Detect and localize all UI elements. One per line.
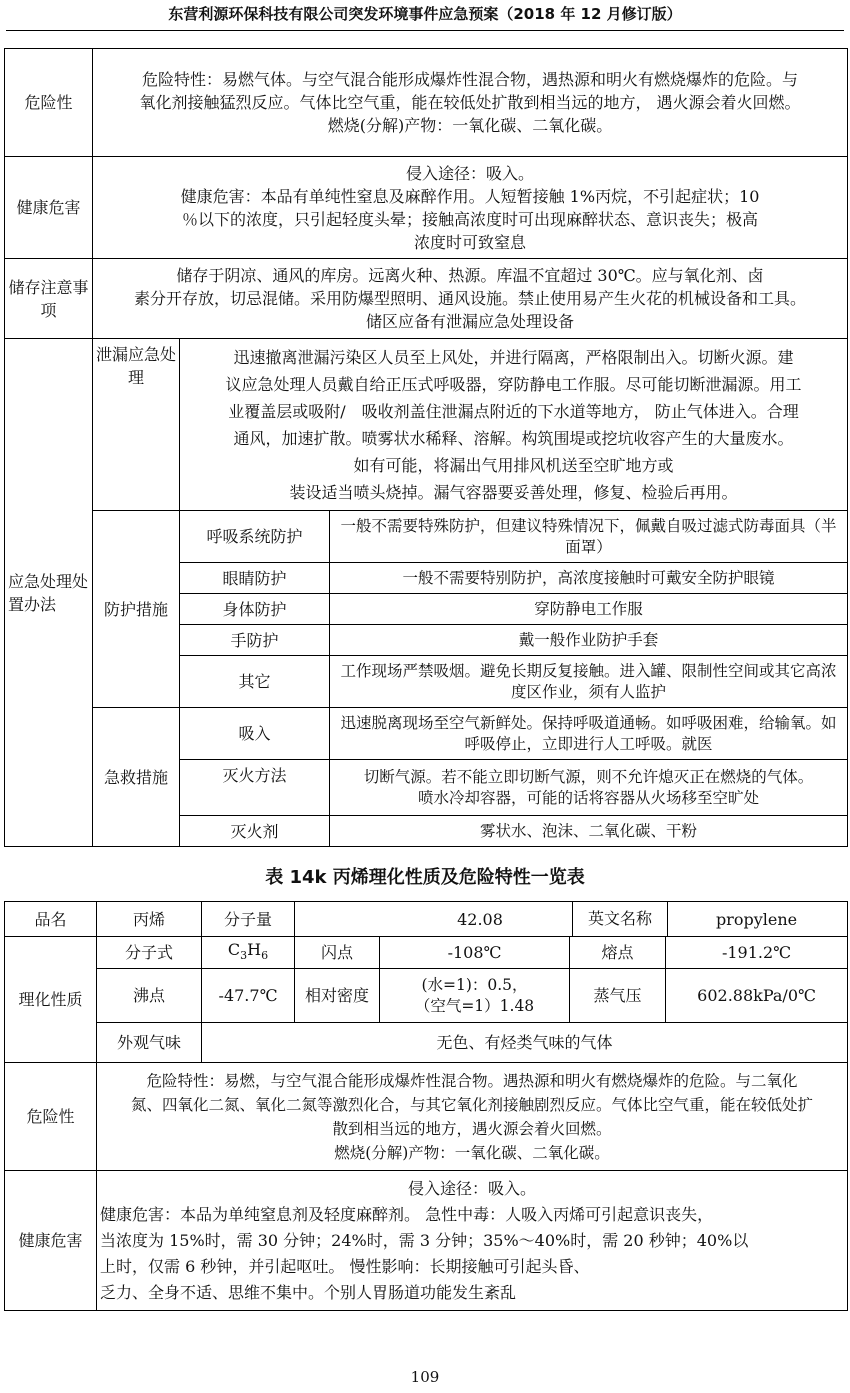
flash-label: 闪点 bbox=[295, 937, 380, 969]
firstaid-item-value: 雾状水、泡沫、二氧化碳、干粉 bbox=[330, 816, 848, 847]
hazard2-row bbox=[5, 1063, 848, 1171]
formula-label: 分子式 bbox=[97, 937, 202, 969]
hazard-row bbox=[5, 49, 848, 157]
firstaid-item-name: 吸入 bbox=[180, 708, 330, 760]
protection-item-value: 戴一般作业防护手套 bbox=[330, 625, 848, 656]
leak-label: 泄漏应急处理 bbox=[93, 339, 180, 511]
density-value bbox=[380, 969, 570, 1023]
en-label: 英文名称 bbox=[572, 902, 668, 936]
health-text bbox=[93, 157, 848, 259]
header-divider bbox=[6, 30, 844, 31]
melt-label: 熔点 bbox=[570, 937, 666, 969]
phys-label: 理化性质 bbox=[5, 937, 97, 1063]
storage-text bbox=[93, 259, 848, 339]
boil-row bbox=[5, 969, 848, 1023]
mw-label: 分子量 bbox=[202, 902, 295, 937]
leak-row bbox=[5, 339, 848, 511]
storage-line: 储区应备有泄漏应急处理设备 bbox=[366, 312, 575, 331]
leak-line: 迅速撤离泄漏污染区人员至上风处，并进行隔离，严格限制出入。切断火源。建 bbox=[233, 347, 794, 367]
hazard2-line: 燃烧(分解)产物：一氧化碳、二氧化碳。 bbox=[334, 1143, 610, 1162]
health2-line: 乏力、全身不适、思维不集中。个别人胃肠道功能发生紊乱 bbox=[100, 1282, 517, 1302]
leak-line: 通风，加速扩散。喷雾状水稀释、溶解。构筑围堤或挖坑收容产生的大量废水。 bbox=[233, 428, 794, 448]
firstaid-row bbox=[5, 708, 848, 760]
protection-item-value: 一般不需要特别防护，高浓度接触时可戴安全防护眼镜 bbox=[330, 563, 848, 594]
appearance-label: 外观气味 bbox=[97, 1023, 202, 1063]
protection-item-name: 手防护 bbox=[180, 625, 330, 656]
hazard-line: 危险特性：易燃气体。与空气混合能形成爆炸性混合物，遇热源和明火有燃烧爆炸的危险。与 bbox=[142, 70, 799, 89]
health2-text bbox=[97, 1171, 848, 1311]
en-value: propylene bbox=[666, 902, 848, 937]
appearance-value: 无色、有烃类气味的气体 bbox=[202, 1023, 848, 1063]
formula-row bbox=[5, 937, 848, 969]
boil-label: 沸点 bbox=[97, 969, 202, 1023]
protection-item-name: 眼睛防护 bbox=[180, 563, 330, 594]
name-value: 丙烯 bbox=[97, 902, 202, 937]
hazard-line: 燃烧(分解)产物：一氧化碳、二氧化碳。 bbox=[327, 116, 613, 135]
density-line: (水=1)：0.5， bbox=[421, 975, 528, 994]
protection-item-value: 一般不需要特殊防护，但建议特殊情况下，佩戴自吸过滤式防毒面具（半面罩） bbox=[330, 511, 848, 563]
firstaid-item-name: 灭火剂 bbox=[180, 816, 330, 847]
health2-line: 侵入途径：吸入。 bbox=[408, 1178, 537, 1198]
health-label: 健康危害 bbox=[5, 157, 93, 259]
mw-value: 42.08 bbox=[295, 902, 666, 937]
health-line: ％以下的浓度，只引起轻度头晕；接触高浓度时可出现麻醉状态、意识丧失；极高 bbox=[182, 209, 759, 229]
table-caption: 表 14k 丙烯理化性质及危险特性一览表 bbox=[265, 867, 585, 888]
density-line: （空气=1）1.48 bbox=[414, 996, 535, 1015]
health-line: 健康危害：本品有单纯性窒息及麻醉作用。人短暂接触 1%丙烷，不引起症状；10 bbox=[180, 186, 760, 206]
leak-text bbox=[180, 339, 848, 511]
vapor-value: 602.88kPa/0℃ bbox=[666, 969, 848, 1023]
storage-row bbox=[5, 259, 848, 339]
page-number: 109 bbox=[410, 1368, 440, 1386]
hazard-line: 氧化剂接触猛烈反应。气体比空气重，能在较低处扩散到相当远的地方， 遇火源会着火回燃。 bbox=[139, 93, 801, 112]
firstaid-line: 喷水冷却容器，可能的话将容器从火场移至空旷处 bbox=[418, 788, 760, 807]
formula-sub: 3 bbox=[240, 949, 248, 963]
protection-item-value: 工作现场严禁吸烟。避免长期反复接触。进入罐、限制性空间或其它高浓度区作业，须有人监护 bbox=[330, 656, 848, 708]
hazard2-line: 散到相当远的地方，遇火源会着火回燃。 bbox=[332, 1119, 612, 1138]
flash-value: -108℃ bbox=[380, 937, 570, 969]
propane-hazard-table bbox=[4, 48, 848, 847]
firstaid-label: 急救措施 bbox=[93, 708, 180, 847]
firstaid-item-value bbox=[330, 760, 848, 816]
health2-line: 当浓度为 15%时，需 30 分钟；24%时，需 3 分钟；35%～40%时，需 20 秒钟；40%以 bbox=[100, 1230, 749, 1250]
protection-item-name: 其它 bbox=[180, 656, 330, 708]
appearance-row bbox=[5, 1023, 848, 1063]
health-row bbox=[5, 157, 848, 259]
health-line: 浓度时可致窒息 bbox=[414, 232, 527, 252]
hazard2-line: 氮、四氧化二氮、氧化二氮等激烈化合，与其它氧化剂接触剧烈反应。气体比空气重，能在较低处扩 bbox=[131, 1095, 814, 1114]
melt-value: -191.2℃ bbox=[666, 937, 848, 969]
hazard-label: 危险性 bbox=[5, 49, 93, 157]
hazard2-line: 危险特性：易燃，与空气混合能形成爆炸性混合物。遇热源和明火有燃烧爆炸的危险。与二氧化 bbox=[146, 1071, 798, 1090]
protection-item-name: 身体防护 bbox=[180, 594, 330, 625]
emergency-label: 应急处理处置办法 bbox=[5, 339, 93, 847]
firstaid-line: 切断气源。若不能立即切断气源，则不允许熄灭正在燃烧的气体。 bbox=[363, 767, 814, 786]
hazard2-label: 危险性 bbox=[5, 1063, 97, 1171]
leak-line: 如有可能，将漏出气用排风机送至空旷地方或 bbox=[353, 455, 674, 475]
density-label: 相对密度 bbox=[295, 969, 380, 1023]
health2-label: 健康危害 bbox=[5, 1171, 97, 1311]
leak-line: 装设适当喷头烧掉。漏气容器要妥善处理，修复、检验后再用。 bbox=[289, 482, 738, 502]
propylene-table bbox=[4, 901, 848, 1311]
protection-item-value: 穿防静电工作服 bbox=[330, 594, 848, 625]
leak-line: 议应急处理人员戴自给正压式呼吸器，穿防静电工作服。尽可能切断泄漏源。用工 bbox=[225, 374, 802, 394]
formula-part: C bbox=[227, 940, 241, 959]
hazard-text bbox=[93, 49, 848, 157]
health2-line: 上时，仅需 6 秒钟，并引起呕吐。 慢性影响：长期接触可引起头昏、 bbox=[100, 1256, 590, 1276]
name-label: 品名 bbox=[5, 902, 97, 937]
formula-part: H bbox=[247, 940, 262, 959]
health2-line: 健康危害：本品为单纯窒息剂及轻度麻醉剂。 急性中毒：人吸入丙烯可引起意识丧失， bbox=[100, 1204, 714, 1224]
storage-line: 储存于阴凉、通风的库房。远离火种、热源。库温不宜超过 30℃。应与氧化剂、卤 bbox=[176, 266, 764, 285]
hazard2-text bbox=[97, 1063, 848, 1171]
protection-row bbox=[5, 511, 848, 563]
firstaid-item-value: 迅速脱离现场至空气新鲜处。保持呼吸道通畅。如呼吸困难，给输氧。如呼吸停止，立即进行人工呼吸。就医 bbox=[330, 708, 848, 760]
formula-value bbox=[202, 937, 295, 969]
health-line: 侵入途径：吸入。 bbox=[406, 163, 535, 183]
vapor-label: 蒸气压 bbox=[570, 969, 666, 1023]
storage-label: 储存注意事项 bbox=[5, 259, 93, 339]
protection-item-name: 呼吸系统防护 bbox=[180, 511, 330, 563]
page-header: 东营利源环保科技有限公司突发环境事件应急预案（2018 年 12 月修订版） bbox=[168, 5, 682, 23]
leak-line: 业覆盖层或吸附/ 吸收剂盖住泄漏点附近的下水道等地方， 防止气体进入。合理 bbox=[228, 401, 799, 421]
storage-line: 素分开存放，切忌混储。采用防爆型照明、通风设施。禁止使用易产生火花的机械设备和工具。 bbox=[134, 289, 807, 308]
name-row bbox=[5, 902, 848, 937]
boil-value: -47.7℃ bbox=[202, 969, 295, 1023]
protection-label: 防护措施 bbox=[93, 511, 180, 708]
formula-sub: 6 bbox=[261, 949, 269, 963]
firstaid-item-name: 灭火方法 bbox=[180, 760, 330, 816]
health2-row bbox=[5, 1171, 848, 1311]
